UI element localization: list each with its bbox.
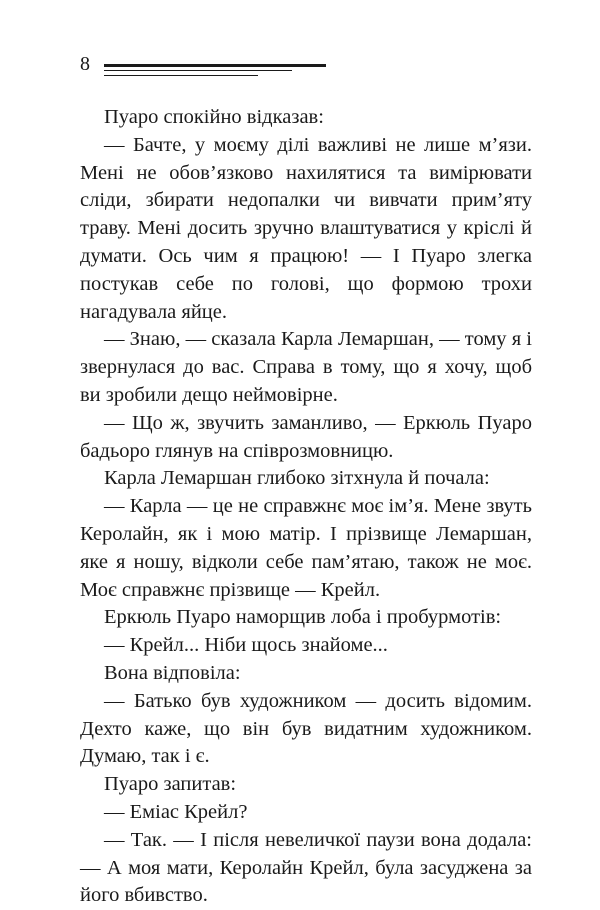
header-rule-medium: [104, 70, 292, 71]
paragraph: Вона відповіла:: [104, 661, 241, 684]
header-rule-thin: [104, 75, 258, 76]
paragraph: Пуаро спокійно відказав:: [104, 106, 324, 128]
paragraph: Пуаро запитав:: [104, 773, 237, 796]
paragraph: — Еміас Крейл?: [104, 800, 248, 823]
paragraph: — Бачте, у моєму ділі важливі не лише м’язи. Мені не обов’язково нахилятися та вимірювати сліди, збирати недопалки чи вивчати прим’яту траву. Мені досить зручно влаштуватися у кріслі й думати. Ось чим я працюю! — І Пуаро злегка постукав себе по голові, що формою трохи нагадувала яйце.: [80, 133, 532, 323]
paragraph: Карла Лемаршан глибоко зітхнула й почала:: [104, 467, 490, 490]
body-text: [80, 104, 532, 910]
paragraph: Еркюль Пуаро наморщив лоба і пробурмотів:: [104, 606, 502, 629]
paragraph: — Знаю, — сказала Карла Лемаршан, — тому я і звернулася до вас. Справа в тому, що я хочу, щоб ви зробили дещо неймовірне.: [80, 328, 532, 406]
paragraph: — Крейл... Ніби щось знайоме...: [104, 634, 388, 657]
paragraph: — Карла — це не справжнє моє ім’я. Мене звуть Керолайн, як і мою матір. І прізвище Лемаршан, яке я ношу, відколи себе пам’ятаю, також не моє. Моє справжнє прізвище — Крейл.: [80, 495, 532, 601]
page-number: 8: [80, 53, 90, 75]
header-rule-thick: [104, 64, 326, 67]
paragraph: — Так. — І після невеличкої паузи вона додала: — А моя мати, Керолайн Крейл, була засуджена за його вбивство.: [80, 828, 532, 907]
paragraph: — Батько був художником — досить відомим. Дехто каже, що він був видатним художником. Думаю, так і є.: [80, 689, 532, 768]
paragraph: — Що ж, звучить заманливо, — Еркюль Пуаро бадьоро глянув на співрозмовницю.: [80, 411, 532, 462]
